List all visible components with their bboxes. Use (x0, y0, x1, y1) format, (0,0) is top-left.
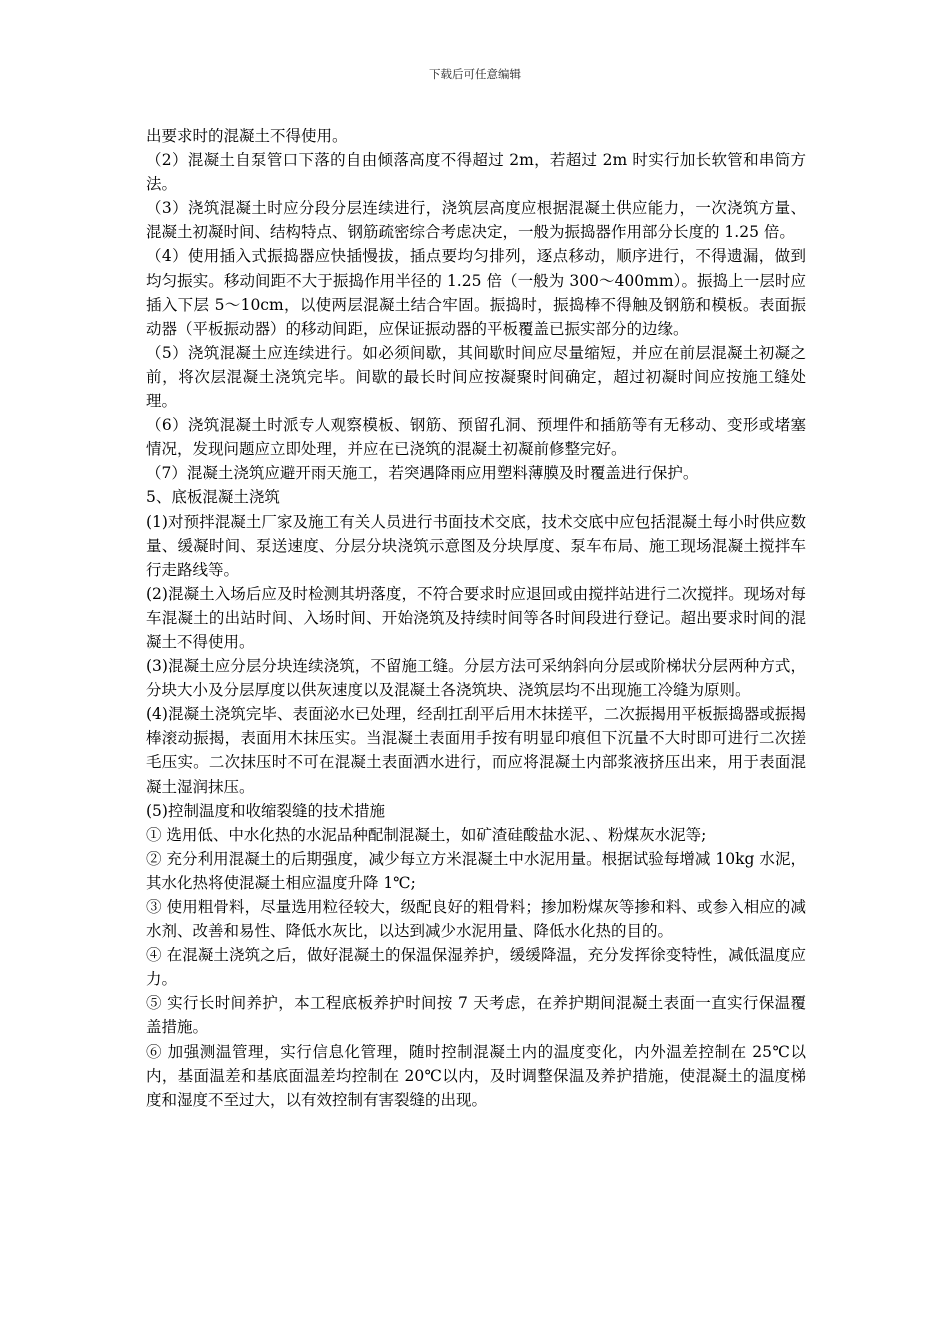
paragraph: （3）浇筑混凝土时应分段分层连续进行，浇筑层高度应根据混凝土供应能力，一次浇筑方量、混凝土初凝时间、结构特点、钢筋疏密综合考虑决定，一般为振捣器作用部分长度的 1.25 倍。 (146, 199, 806, 242)
list-item: ④ 在混凝土浇筑之后，做好混凝土的保温保湿养护，缓缓降温，充分发挥徐变特性，减低温度应力。 (146, 946, 806, 989)
paragraph: (5)控制温度和收缩裂缝的技术措施 (146, 801, 385, 820)
page-header: 下载后可任意编辑 (429, 67, 521, 81)
paragraph: (2)混凝土入场后应及时检测其坍落度，不符合要求时应退回或由搅拌站进行二次搅拌。现场对每车混凝土的出站时间、入场时间、开始浇筑及持续时间等各时间段进行登记。超出要求时间的混凝土不得使用。 (146, 584, 806, 651)
section-heading: 5、底板混凝土浇筑 (146, 488, 280, 507)
paragraph: (3)混凝土应分层分块连续浇筑，不留施工缝。分层方法可采纳斜向分层或阶梯状分层两种方式，分块大小及分层厚度以供灰速度以及混凝土各浇筑块、浇筑层均不出现施工冷缝为原则。 (146, 657, 806, 700)
paragraph: （5）浇筑混凝土应连续进行。如必须间歇，其间歇时间应尽量缩短，并应在前层混凝土初凝之前，将次层混凝土浇筑完毕。间歇的最长时间应按凝聚时间确定，超过初凝时间应按施工缝处理。 (146, 343, 806, 411)
paragraph: （4）使用插入式振捣器应快插慢拔，插点要均匀排列，逐点移动，顺序进行，不得遗漏，做到均匀振实。移动间距不大于振捣作用半径的 1.25 倍（一般为 300～400mm）。振捣上一层时应插入下层 5～10cm，以使两层混凝土结合牢固。振捣时，振捣棒不得触及钢筋和模板。表面振动器（平板振动器）的移动间距，应保证振动器的平板覆盖已振实部分的边缘。 (146, 247, 806, 338)
list-item: ① 选用低、中水化热的水泥品种配制混凝土，如矿渣硅酸盐水泥、、粉煤灰水泥等; (146, 825, 707, 844)
document-body (146, 124, 806, 1112)
paragraph: 出要求时的混凝土不得使用。 (146, 127, 348, 145)
list-item: ⑥ 加强测温管理，实行信息化管理，随时控制混凝土内的温度变化，内外温差控制在 25℃以内，基面温差和基底面温差均控制在 20℃以内，及时调整保温及养护措施，使混凝土的温度梯度和湿度不至过大，以有效控制有害裂缝的出现。 (146, 1042, 806, 1109)
list-item: ② 充分利用混凝土的后期强度，减少每立方米混凝土中水泥用量。根据试验每增减 10kg 水泥，其水化热将使混凝土相应温度升降 1℃; (146, 849, 806, 892)
paragraph: (4)混凝土浇筑完毕、表面泌水已处理，经刮扛刮平后用木抹搓平，二次振揭用平板振捣器或振揭棒滚动振揭，表面用木抹压实。当混凝土表面用手按有明显印痕但下沉量不大时即可进行二次搓毛压实。二次抹压时不可在混凝土表面洒水进行，而应将混凝土内部浆液挤压出来，用于表面混凝土湿润抹压。 (146, 705, 806, 796)
paragraph: （2）混凝土自泵管口下落的自由倾落高度不得超过 2m，若超过 2m 时实行加长软管和串筒方法。 (146, 151, 806, 194)
paragraph: （6）浇筑混凝土时派专人观察模板、钢筋、预留孔洞、预埋件和插筋等有无移动、变形或堵塞情况，发现问题应立即处理，并应在已浇筑的混凝土初凝前修整完好。 (146, 416, 806, 459)
paragraph: （7）混凝土浇筑应避开雨天施工，若突遇降雨应用塑料薄膜及时覆盖进行保护。 (146, 464, 699, 483)
paragraph: (1)对预拌混凝土厂家及施工有关人员进行书面技术交底，技术交底中应包括混凝土每小时供应数量、缓凝时间、泵送速度、分层分块浇筑示意图及分块厚度、泵车布局、施工现场混凝土搅拌车行走路线等。 (146, 512, 806, 579)
list-item: ③ 使用粗骨料，尽量选用粒径较大，级配良好的粗骨料；掺加粉煤灰等掺和料、或参入相应的减水剂、改善和易性、降低水灰比，以达到减少水泥用量、降低水化热的目的。 (146, 898, 806, 941)
list-item: ⑤ 实行长时间养护，本工程底板养护时间按 7 天考虑，在养护期间混凝土表面一直实行保温覆盖措施。 (146, 994, 806, 1037)
